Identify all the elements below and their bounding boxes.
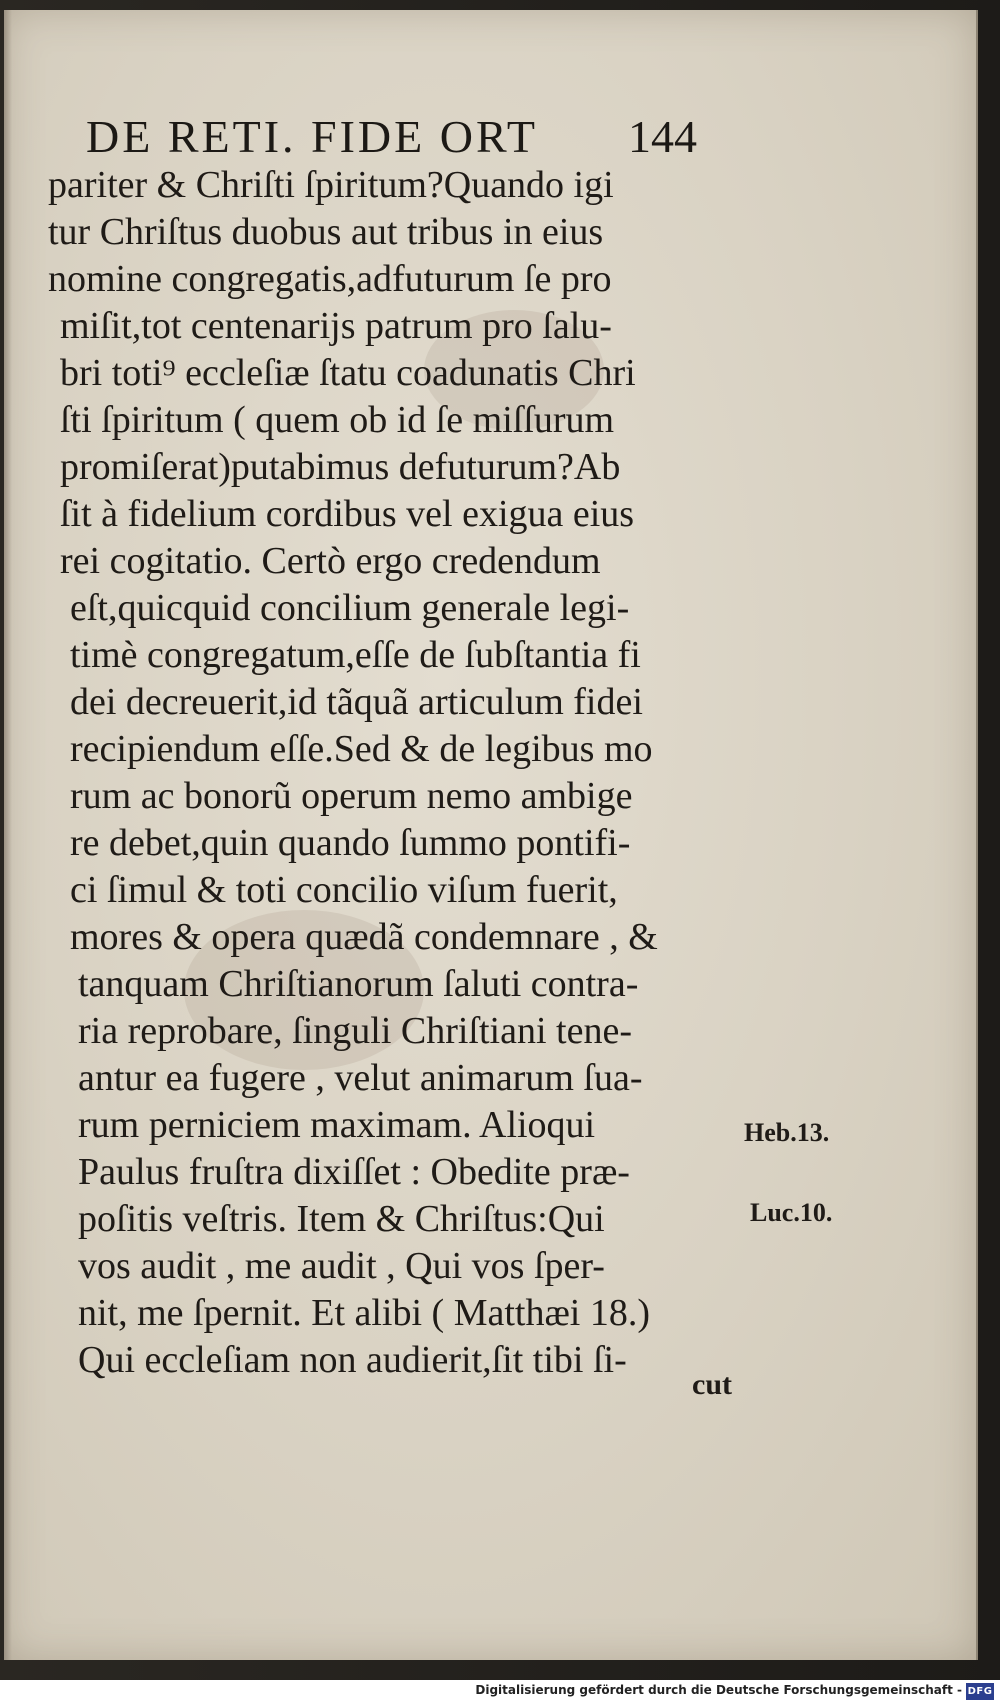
catchword: cut: [692, 1368, 732, 1401]
body-text: [48, 162, 738, 1384]
text-line: promiſerat)putabimus defuturum?Ab: [60, 446, 621, 488]
text-line: rei cogitatio. Certò ergo credendum: [60, 540, 601, 582]
dfg-logo-icon[interactable]: DFG: [966, 1683, 994, 1700]
text-line: ria reprobare, ſinguli Chriſtiani tene-: [78, 1010, 632, 1052]
footer-bar: [0, 1680, 1000, 1704]
text-line: ſti ſpiritum ( quem ob id ſe miſſurum: [60, 399, 615, 441]
text-line: poſitis veſtris. Item & Chriſtus:Qui: [78, 1198, 605, 1240]
text-line: ſit à fidelium cordibus vel exigua eius: [60, 493, 635, 535]
text-line: Paulus fruſtra dixiſſet : Obedite præ-: [78, 1151, 630, 1193]
text-line: ci ſimul & toti concilio viſum fuerit,: [70, 869, 618, 911]
marginal-note-luke: Luc.10.: [750, 1198, 833, 1227]
text-line: tur Chriſtus duobus aut tribus in eius: [48, 211, 604, 253]
text-line: mores & opera quædã condemnare , &: [70, 916, 658, 958]
text-line: antur ea fugere , velut animarum ſua-: [78, 1057, 643, 1099]
page-gutter-shadow: [4, 10, 12, 1660]
text-line: nit, me ſpernit. Et alibi ( Matthæi 18.): [78, 1292, 651, 1334]
text-line: timè congregatum,eſſe de ſubſtantia fi: [70, 634, 641, 676]
text-line: re debet,quin quando ſummo pontifi-: [70, 822, 631, 864]
text-line: dei decreuerit,id tãquã articulum fidei: [70, 681, 643, 723]
text-line: eſt,quicquid concilium generale legi-: [70, 587, 630, 629]
text-line: nomine congregatis,adfuturum ſe pro: [48, 258, 612, 300]
text-line: Qui eccleſiam non audierit,ſit tibi ſi-: [78, 1339, 627, 1381]
text-line: pariter & Chriſti ſpiritum?Quando igi: [48, 164, 614, 206]
text-line: vos audit , me audit , Qui vos ſper-: [78, 1245, 605, 1287]
text-line: bri toti⁹ eccleſiæ ſtatu coadunatis Chri: [60, 352, 636, 394]
text-line: miſit,tot centenarijs patrum pro ſalu-: [60, 305, 612, 347]
text-line: recipiendum eſſe.Sed & de legibus mo: [70, 728, 653, 770]
marginal-note-hebrews: Heb.13.: [744, 1118, 830, 1147]
running-head: DE RETI. FIDE ORT: [86, 111, 538, 162]
page-number: 144: [628, 111, 697, 162]
text-line: tanquam Chriſtianorum ſaluti contra-: [78, 963, 639, 1005]
text-line: rum perniciem maximam. Alioqui: [78, 1104, 596, 1146]
text-line: rum ac bonorũ operum nemo ambige: [70, 775, 633, 817]
digitization-credit: Digitalisierung gefördert durch die Deutsche Forschungsgemeinschaft -: [475, 1683, 962, 1697]
